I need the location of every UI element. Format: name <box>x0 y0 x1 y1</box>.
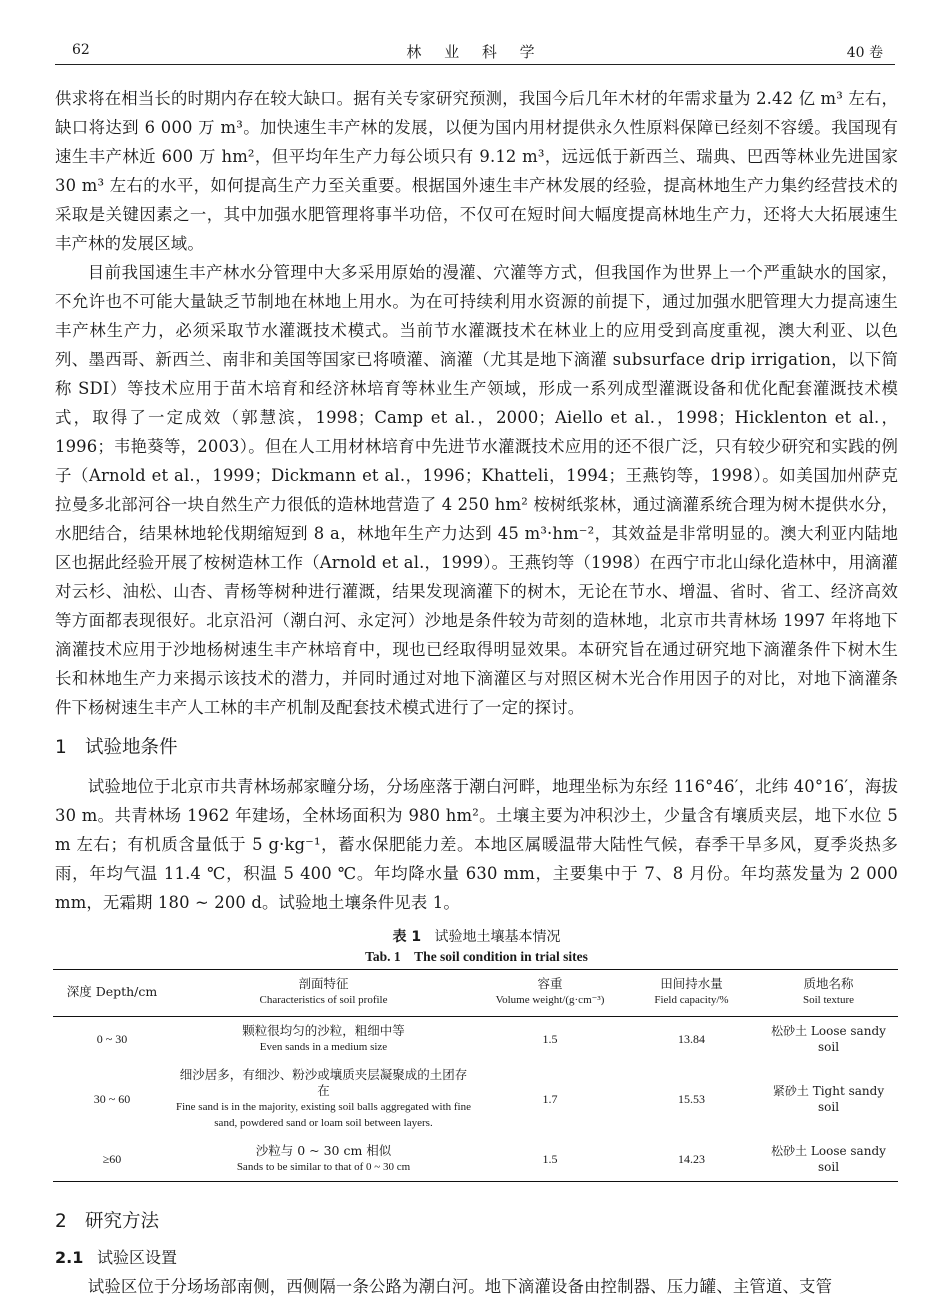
article-body <box>55 84 898 1301</box>
section-heading-1 <box>55 734 898 762</box>
table-header-row <box>53 970 898 1017</box>
subsection-number: 2.1 <box>55 1248 84 1267</box>
cell-field-capacity: 14.23 <box>678 1152 705 1166</box>
table-caption <box>55 927 898 967</box>
section-number: 1 <box>55 737 67 758</box>
cell-soil-texture: 松砂土 Loose sandy soil <box>771 1024 886 1054</box>
header-profile: 剖面特征 Characteristics of soil profile <box>259 976 388 1006</box>
cell-profile: 沙粒与 0 ~ 30 cm 相似 Sands to be similar to that of 0 ~ 30 cm <box>236 1143 411 1173</box>
section-heading-2 <box>55 1208 898 1236</box>
table-title-cn: 试验地土壤基本情况 <box>434 929 561 945</box>
section-number: 2 <box>55 1211 67 1232</box>
header-field-capacity: 田间持水量 Field capacity/% <box>654 976 729 1006</box>
cell-depth: ≥60 <box>102 1152 122 1166</box>
cell-depth: 0 ~ 30 <box>96 1032 128 1046</box>
journal-name: 林 业 科 学 <box>406 43 544 61</box>
subsection-title: 试验区设置 <box>97 1248 178 1267</box>
table-row <box>53 1017 898 1062</box>
section-title: 试验地条件 <box>85 737 178 758</box>
cell-volume-weight: 1.5 <box>542 1152 558 1166</box>
cell-volume-weight: 1.7 <box>542 1092 558 1106</box>
table-title-en: Tab. 1 The soil condition in trial sites <box>365 949 588 964</box>
table-label: 表 1 <box>392 929 422 945</box>
cell-soil-texture: 松砂土 Loose sandy soil <box>771 1144 886 1174</box>
soil-table <box>53 969 898 1182</box>
header-volume-weight: 容重 Volume weight/(g·cm⁻³) <box>495 976 605 1006</box>
header-soil-texture: 质地名称 Soil texture <box>802 976 855 1006</box>
paragraph-intro-continued: 供求将在相当长的时期内存在较大缺口。据有关专家研究预测，我国今后几年木材的年需求量为 2.42 亿 m³ 左右，缺口将达到 6 000 万 m³。加快速生丰产林的发展，以便为国内用材提供永久性原料保障已经刻不容缓。我国现有速生丰产林近 600 万 hm²，但平均年生产力每公顷只有 9.12 m³，远远低于新西兰、瑞典、巴西等林业先进国家 30 m³ 左右的水平，如何提高生产力至关重要。根据国外速生丰产林发展的经验，提高林地生产力集约经营技术的采取是关键因素之一，其中加强水肥管理将事半功倍，不仅可在短时间大幅度提高林地生产力，还将大大拓展速生丰产林的发展区域。 <box>55 89 898 253</box>
cell-volume-weight: 1.5 <box>542 1032 558 1046</box>
cell-soil-texture: 紧砂土 Tight sandy soil <box>772 1084 885 1114</box>
section-title: 研究方法 <box>85 1211 160 1232</box>
cell-depth: 30 ~ 60 <box>93 1092 131 1106</box>
paragraph-irrigation: 目前我国速生丰产林水分管理中大多采用原始的漫灌、穴灌等方式，但我国作为世界上一个严重缺水的国家，不允许也不可能大量缺乏节制地在林地上用水。为在可持续利用水资源的前提下，通过加强水肥管理大力提高速生丰产林生产力，必须采取节水灌溉技术模式。当前节水灌溉技术在林业上的应用受到高度重视，澳大利亚、以色列、墨西哥、新西兰、南非和美国等国家已将喷灌、滴灌（尤其是地下滴灌 subsurface drip irrigation，以下简称 SDI）等技术应用于苗木培育和经济林培育等林业生产领域，形成一系列成型灌溉设备和优化配套灌溉技术模式，取得了一定成效（郭慧滨，1998；Camp et al.，2000；Aiello et al.，1998；Hicklenton et al.，1996；韦艳葵等，2003）。但在人工用材林培育中先进节水灌溉技术应用的还不很广泛，只有较少研究和实践的例子（Arnold et al.，1999；Dickmann et al.，1996；Khatteli，1994；王燕钧等，1998）。如美国加州萨克拉曼多北部河谷一块自然生产力很低的造林地营造了 4 250 hm² 桉树纸浆林，通过滴灌系统合理为树木提供水分，水肥结合，结果林地轮伐期缩短到 8 a，林地年生产力达到 45 m³·hm⁻²，其效益是非常明显的。澳大利亚内陆地区也据此经验开展了桉树造林工作（Arnold et al.，1999）。王燕钧等（1998）在西宁市北山绿化造林中，用滴灌对云杉、油松、山杏、青杨等树种进行灌溉，结果发现滴灌下的树木，无论在节水、增温、省时、省工、经济高效等方面都表现很好。北京沿河（潮白河、永定河）沙地是条件较为苛刻的造林地，北京市共青林场 1997 年将地下滴灌技术应用于沙地杨树速生丰产林培育中，现也已经取得明显效果。本研究旨在通过研究地下滴灌条件下树木生长和林地生产力来揭示该技术的潜力，并同时通过对地下滴灌区与对照区树木光合作用因子的对比，对地下滴灌条件下杨树速生丰产人工林的丰产机制及配套技术模式进行了一定的探讨。 <box>55 263 898 717</box>
table-row <box>53 1061 898 1137</box>
cell-profile: 细沙居多，有细沙、粉沙或壤质夹层凝聚成的土团存在 Fine sand is in the majority, existing soil balls aggregated with fine sand, powdered sand or loam soil between layers. <box>175 1067 471 1129</box>
page-header <box>55 38 895 65</box>
subsection-heading-2-1 <box>55 1246 898 1270</box>
cell-field-capacity: 15.53 <box>678 1092 705 1106</box>
cell-profile: 颗粒很均匀的沙粒，粗细中等 Even sands in a medium size <box>242 1023 405 1053</box>
header-depth: 深度 Depth/cm <box>66 984 158 999</box>
volume-number: 40 卷 <box>846 45 883 61</box>
page-number: 62 <box>72 42 90 58</box>
cell-field-capacity: 13.84 <box>678 1032 705 1046</box>
table-row <box>53 1137 898 1182</box>
paragraph-trial-area: 试验区位于分场场部南侧，西侧隔一条公路为潮白河。地下滴灌设备由控制器、压力罐、主管道、支管 <box>87 1277 833 1296</box>
paragraph-site-conditions: 试验地位于北京市共青林场郝家疃分场，分场座落于潮白河畔，地理坐标为东经 116°46′，北纬 40°16′，海拔 30 m。共青林场 1962 年建场，全林场面积为 980 hm²。土壤主要为冲积沙土，少量含有壤质夹层，地下水位 5 m 左右；有机质含量低于 5 g·kg⁻¹，蓄水保肥能力差。本地区属暖温带大陆性气候，春季干旱多风，夏季炎热多雨，年均气温 11.4 ℃，积温 5 400 ℃。年均降水量 630 mm，主要集中于 7、8 月份。年均蒸发量为 2 000 mm，无霜期 180 ~ 200 d。试验地土壤条件见表 1。 <box>55 777 898 912</box>
